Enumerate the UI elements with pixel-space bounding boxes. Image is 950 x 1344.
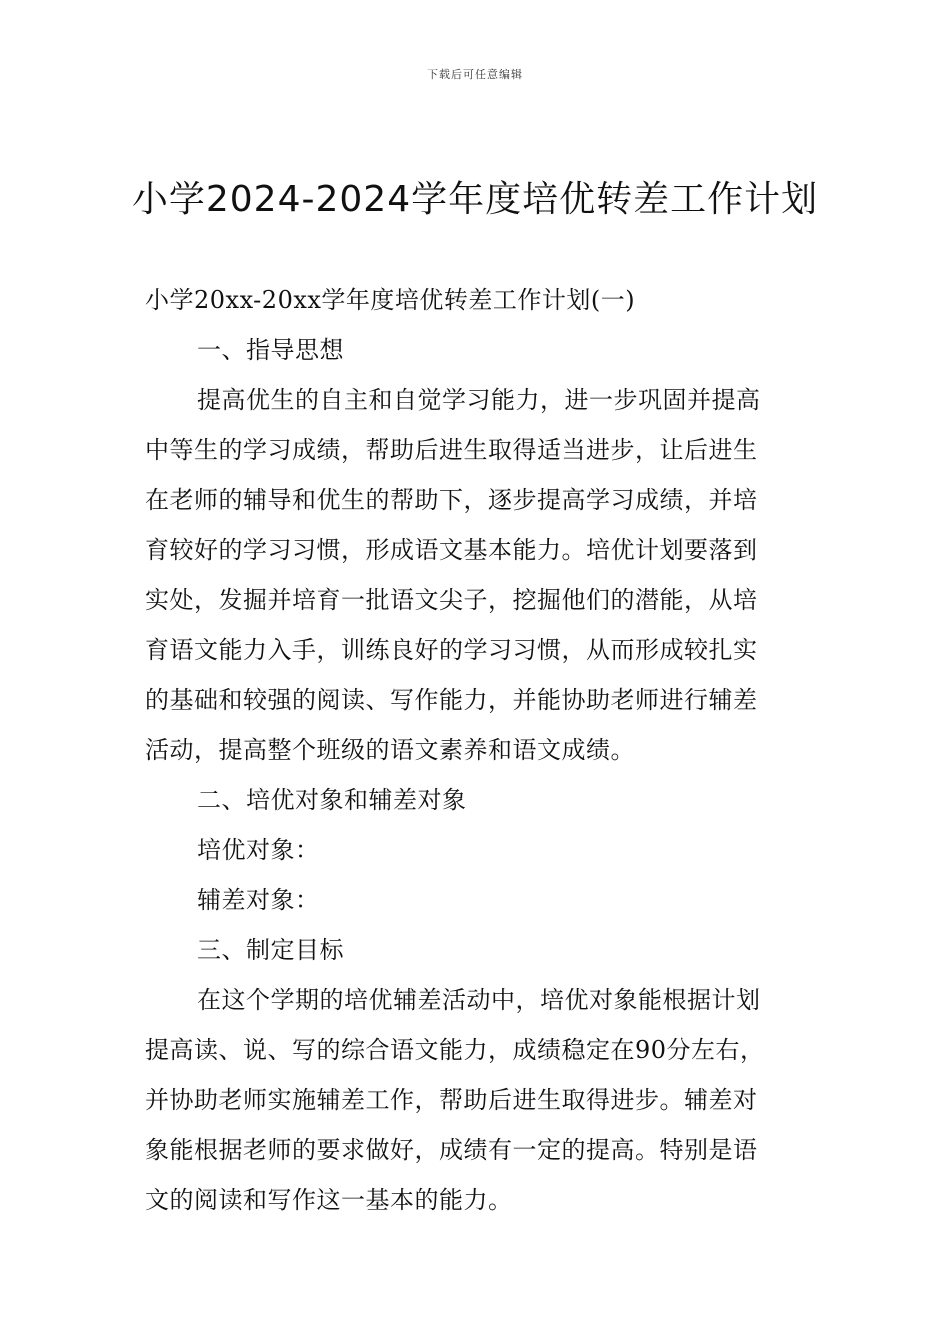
- document-title: 小学2024-2024学年度培优转差工作计划: [131, 179, 819, 220]
- paragraph-line: 中等生的学习成绩，帮助后进生取得适当进步，让后进生: [145, 436, 758, 464]
- section-heading-guiding-ideology: 一、指导思想: [197, 336, 344, 364]
- paragraph-line: 育较好的学习习惯，形成语文基本能力。培优计划要落到: [145, 536, 758, 564]
- assisted-students-label: 辅差对象：: [197, 886, 320, 914]
- paragraph-line: 并协助老师实施辅差工作，帮助后进生取得进步。辅差对: [145, 1086, 758, 1114]
- subtitle: 小学20xx-20xx学年度培优转差工作计划(一): [145, 286, 636, 314]
- paragraph-line: 育语文能力入手，训练良好的学习习惯，从而形成较扎实: [145, 636, 758, 664]
- paragraph-line: 提高读、说、写的综合语文能力，成绩稳定在90分左右，: [145, 1036, 765, 1064]
- paragraph-line: 的基础和较强的阅读、写作能力，并能协助老师进行辅差: [145, 686, 758, 714]
- paragraph-line: 在老师的辅导和优生的帮助下，逐步提高学习成绩，并培: [145, 486, 758, 514]
- paragraph-line: 实处，发掘并培育一批语文尖子，挖掘他们的潜能，从培: [145, 586, 758, 614]
- paragraph-line: 文的阅读和写作这一基本的能力。: [145, 1186, 513, 1214]
- header-note: 下载后可任意编辑: [427, 68, 523, 81]
- paragraph-line: 在这个学期的培优辅差活动中，培优对象能根据计划: [197, 986, 761, 1014]
- paragraph-line: 活动，提高整个班级的语文素养和语文成绩。: [145, 736, 635, 764]
- document-body: [145, 275, 810, 1225]
- paragraph-line: 提高优生的自主和自觉学习能力，进一步巩固并提高: [197, 386, 761, 414]
- section-heading-targets: 二、培优对象和辅差对象: [197, 786, 467, 814]
- paragraph-line: 象能根据老师的要求做好，成绩有一定的提高。特别是语: [145, 1136, 758, 1164]
- section-heading-goals: 三、制定目标: [197, 936, 344, 964]
- excellent-students-label: 培优对象：: [197, 836, 320, 864]
